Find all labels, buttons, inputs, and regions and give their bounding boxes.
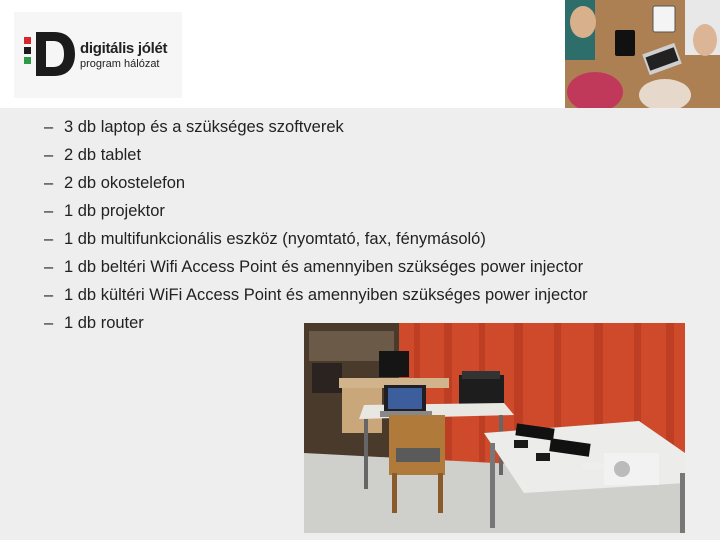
list-item bbox=[44, 116, 588, 144]
list-item-text: 1 db beltéri Wifi Access Point és amennyiben szükséges power injector bbox=[64, 258, 584, 276]
logo bbox=[14, 12, 182, 98]
dash-bullet: – bbox=[44, 146, 54, 164]
dash-bullet: – bbox=[44, 314, 54, 332]
list-item bbox=[44, 256, 588, 284]
list-item-text: 3 db laptop és a szükséges szoftverek bbox=[64, 118, 344, 136]
logo-subtitle: program hálózat bbox=[80, 58, 160, 70]
logo-title: digitális jólét bbox=[80, 40, 168, 57]
list-item-text: 1 db kültéri WiFi Access Point és amennyiben szükséges power injector bbox=[64, 286, 588, 304]
dash-bullet: – bbox=[44, 202, 54, 220]
list-item bbox=[44, 228, 588, 256]
list-item-text: 1 db router bbox=[64, 314, 144, 332]
list-item bbox=[44, 144, 588, 172]
dash-bullet: – bbox=[44, 174, 54, 192]
list-item-text: 1 db projektor bbox=[64, 202, 165, 220]
list-item bbox=[44, 172, 588, 200]
list-item bbox=[44, 284, 588, 312]
dash-bullet: – bbox=[44, 118, 54, 136]
list-item-text: 2 db tablet bbox=[64, 146, 142, 164]
equipment-list bbox=[44, 116, 588, 340]
list-item-text: 2 db okostelefon bbox=[64, 174, 186, 192]
header-photo-people-with-devices bbox=[565, 0, 720, 108]
digitalis-jolet-logo-icon bbox=[24, 30, 76, 78]
dash-bullet: – bbox=[44, 258, 54, 276]
list-item-text: 1 db multifunkcionális eszköz (nyomtató, fax, fénymásoló) bbox=[64, 230, 486, 248]
room-photo-equipment bbox=[304, 323, 685, 533]
slide-header bbox=[0, 0, 720, 108]
list-item bbox=[44, 200, 588, 228]
dash-bullet: – bbox=[44, 230, 54, 248]
dash-bullet: – bbox=[44, 286, 54, 304]
